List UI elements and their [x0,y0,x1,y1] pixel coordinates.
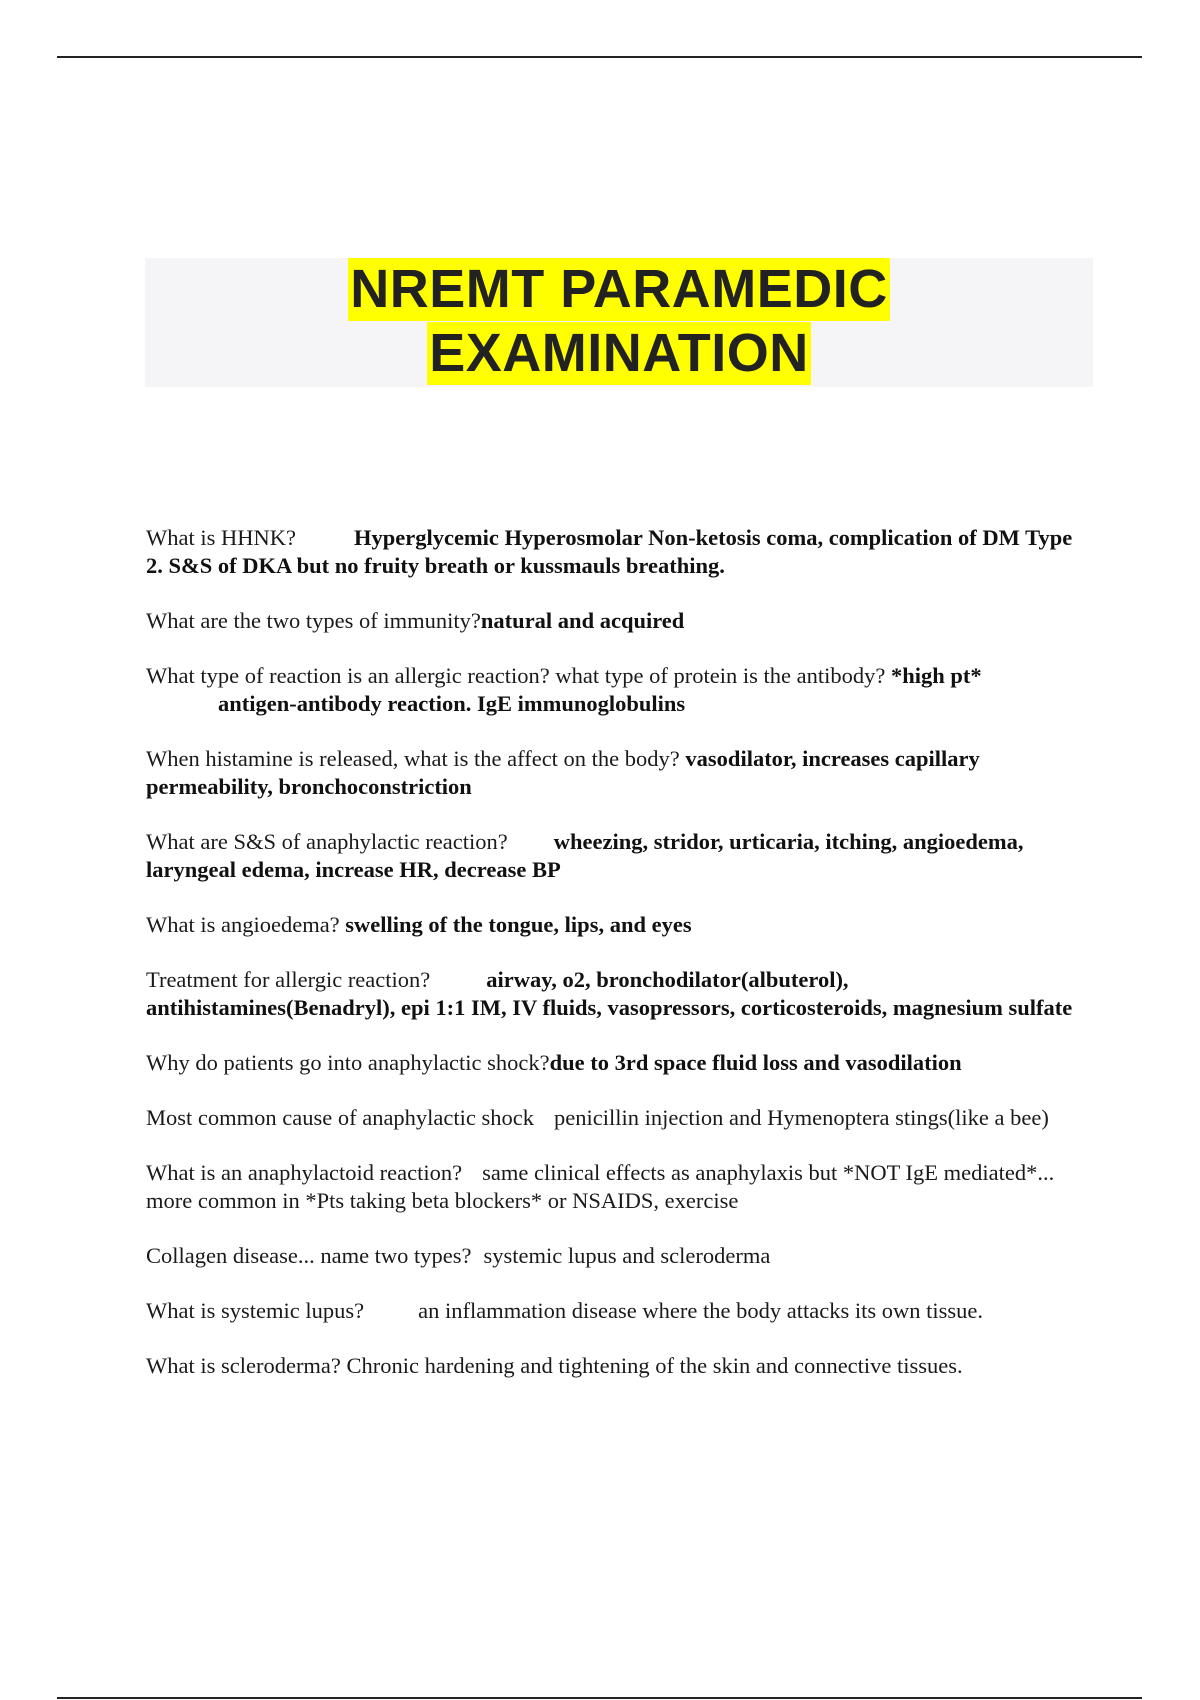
answer: penicillin injection and Hymenoptera stings(like a bee) [554,1105,1049,1130]
answer: natural and acquired [480,608,685,633]
document-title-line-1: NREMT PARAMEDIC [350,259,888,319]
qa-item [146,1159,1091,1215]
qa-item [146,828,1091,884]
qa-item [146,745,1091,801]
qa-item [146,524,1091,580]
qa-item [146,607,1091,635]
answer: an inflammation disease where the body attacks its own tissue. [418,1298,983,1323]
answer: antigen-antibody reaction. IgE immunoglobulins [218,691,686,716]
question: Treatment for allergic reaction? [146,967,431,992]
question: What is HHNK? [146,525,296,550]
question: Collagen disease... name two types? [146,1243,472,1268]
qa-item [146,966,1091,1022]
answer: systemic lupus and scleroderma [483,1243,771,1268]
question: What is an anaphylactoid reaction? [146,1160,463,1185]
qa-list [146,524,1091,1407]
qa-item [146,1049,1091,1077]
answer: vasodilator, increases capillary permeability, bronchoconstriction [146,746,980,799]
qa-item [146,1297,1091,1325]
answer-flag: *high pt* [890,663,982,688]
answer: same clinical effects as anaphylaxis but *NOT IgE mediated*... more common in *Pts taking beta blockers* or NSAIDS, exercise [146,1160,1055,1213]
qa-item [146,1242,1091,1270]
qa-item [146,911,1091,939]
answer: airway, o2, bronchodilator(albuterol), antihistamines(Benadryl), epi 1:1 IM, IV fluids, vasopressors, corticosteroids, magnesium sulfate [146,967,1073,1020]
top-rule [57,56,1142,58]
title-banner [145,258,1093,387]
question: What is scleroderma? [146,1353,341,1378]
bottom-rule [57,1697,1142,1699]
answer: due to 3rd space fluid loss and vasodilation [549,1050,962,1075]
question: What is angioedema? [146,912,340,937]
document-title-line-2: EXAMINATION [429,323,809,383]
qa-item [146,1352,1091,1380]
question: What are the two types of immunity? [146,608,481,633]
qa-item [146,662,1091,718]
answer: swelling of the tongue, lips, and eyes [345,912,692,937]
question: What is systemic lupus? [146,1298,365,1323]
question: What are S&S of anaphylactic reaction? [146,829,508,854]
answer: Hyperglycemic Hyperosmolar Non-ketosis coma, complication of DM Type 2. S&S of DKA but no fruity breath or kussmauls breathing. [146,525,1073,578]
question: Why do patients go into anaphylactic shock? [146,1050,550,1075]
answer: wheezing, stridor, urticaria, itching, angioedema, laryngeal edema, increase HR, decrease BP [146,829,1024,882]
qa-item [146,1104,1091,1132]
answer: Chronic hardening and tightening of the skin and connective tissues. [346,1353,963,1378]
question: Most common cause of anaphylactic shock [146,1105,535,1130]
question: What type of reaction is an allergic reaction? what type of protein is the antibody? [146,663,886,688]
question: When histamine is released, what is the affect on the body? [146,746,680,771]
